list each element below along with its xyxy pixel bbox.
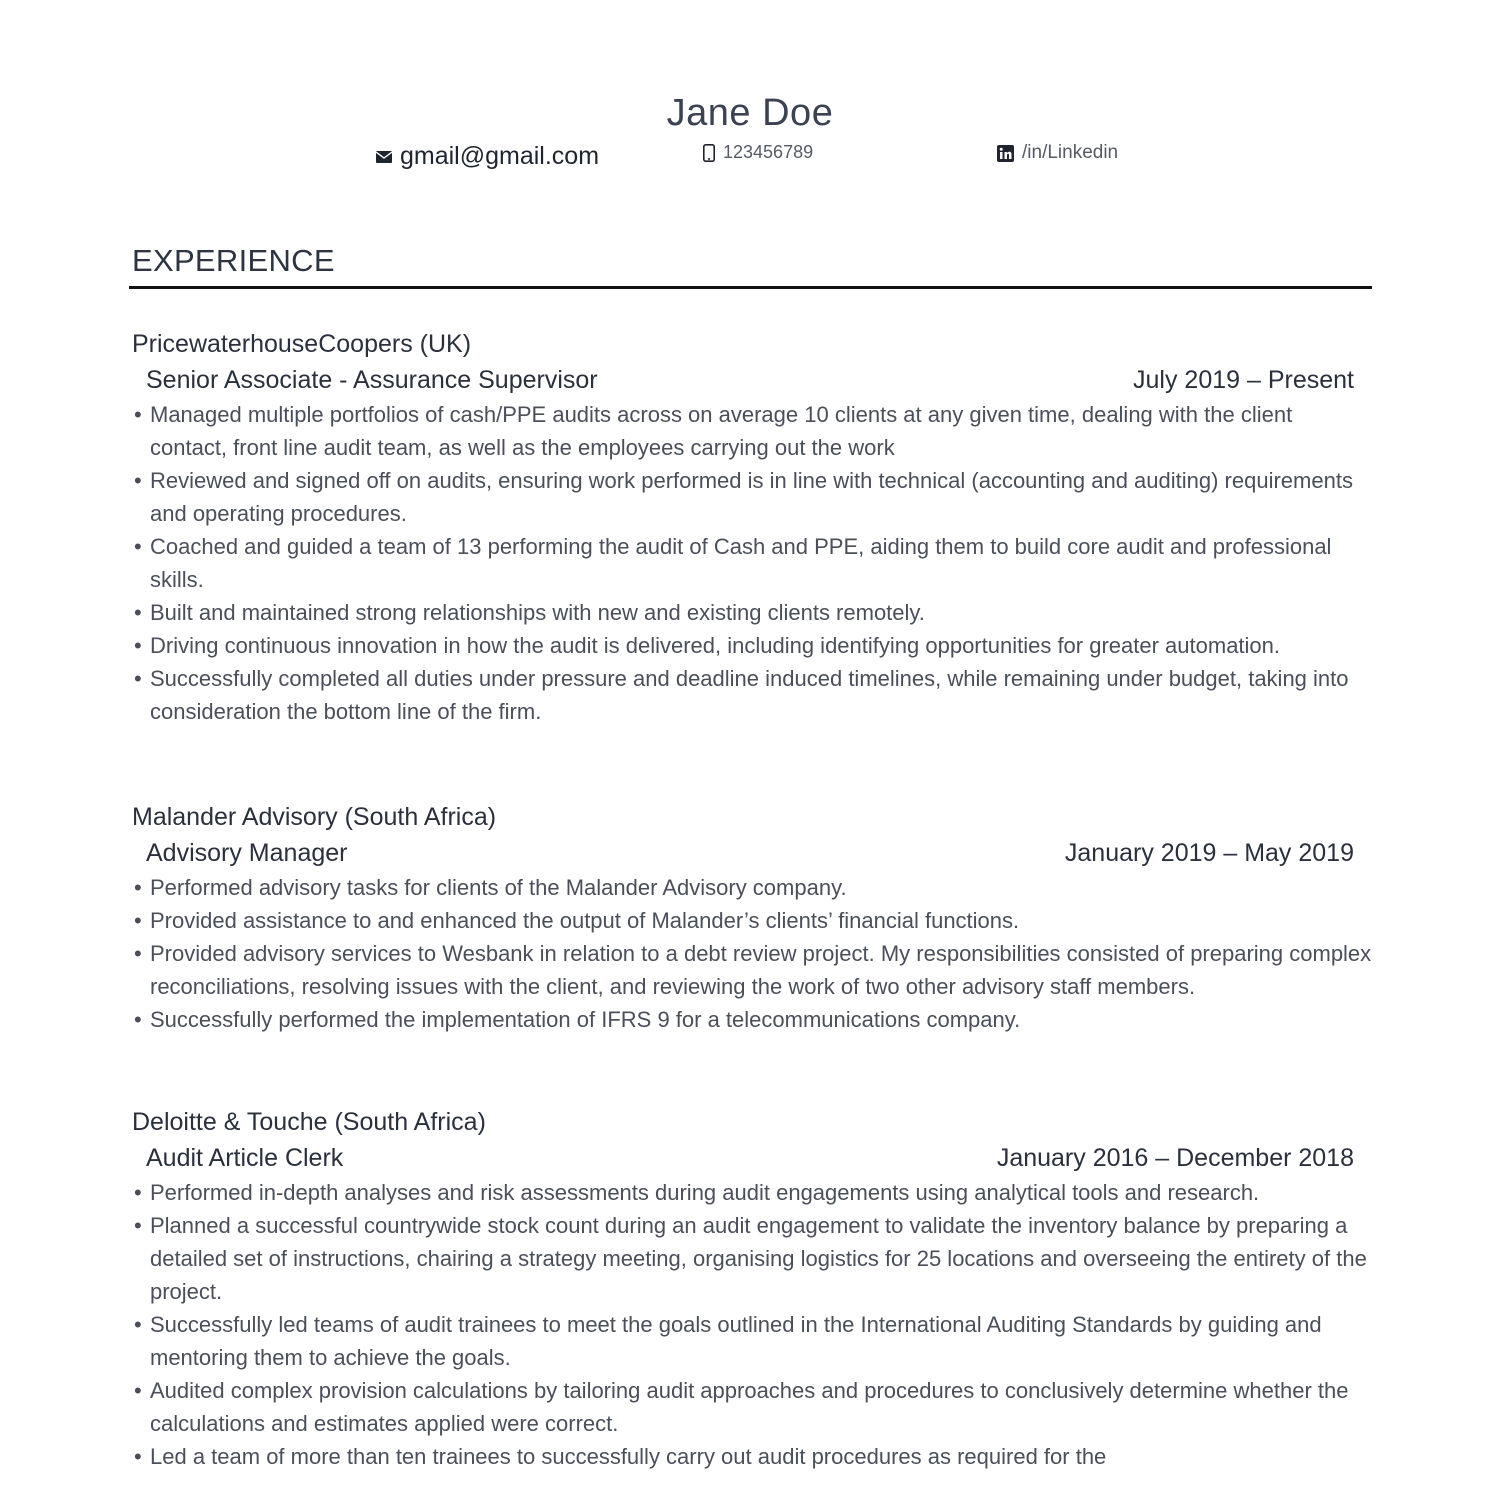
experience-heading: EXPERIENCE	[132, 243, 335, 278]
email-text[interactable]: gmail@gmail.com	[400, 142, 600, 170]
phone-text[interactable]: 123456789	[723, 142, 814, 162]
list-item: • Audited complex provision calculations by tailoring audit approaches and procedures to conclusively determine whether the calculations and estimates applied were correct.	[132, 1374, 1372, 1440]
job-title: Audit Article Clerk	[146, 1144, 344, 1172]
linkedin-text[interactable]: /in/Linkedin	[1022, 142, 1119, 163]
candidate-name: Jane Doe	[666, 92, 834, 134]
company-name: Deloitte & Touche (South Africa)	[132, 1108, 486, 1136]
job-dates: January 2019 – May 2019	[1064, 839, 1354, 867]
role-row	[132, 835, 1372, 871]
job-title: Advisory Manager	[146, 839, 348, 867]
list-item: • Managed multiple portfolios of cash/PPE audits across on average 10 clients at any given time, dealing with the client contact, front line audit team, as well as the employees carrying out the work	[132, 398, 1372, 464]
company-name: PricewaterhouseCoopers (UK)	[132, 330, 472, 358]
job-bullets	[132, 1176, 1372, 1473]
list-item: • Provided advisory services to Wesbank in relation to a debt review project. My responsibilities consisted of preparing complex reconciliations, resolving issues with the client, and reviewing the work of two other advisory staff members.	[132, 937, 1372, 1003]
job-title: Senior Associate - Assurance Supervisor	[146, 366, 598, 394]
list-item: • Performed in-depth analyses and risk assessments during audit engagements using analytical tools and research.	[132, 1176, 1372, 1209]
job-entry-malander	[132, 799, 1372, 1036]
list-item: • Reviewed and signed off on audits, ensuring work performed is in line with technical (accounting and auditing) requirements and operating procedures.	[132, 464, 1372, 530]
contact-linkedin[interactable]	[997, 142, 1118, 164]
contact-phone[interactable]	[703, 142, 813, 163]
job-dates: January 2016 – December 2018	[996, 1144, 1354, 1172]
mobile-phone-icon	[703, 144, 715, 162]
list-item: • Successfully completed all duties under pressure and deadline induced timelines, while remaining under budget, taking into consideration the bottom line of the firm.	[132, 662, 1372, 728]
job-bullets	[132, 398, 1372, 728]
role-row	[132, 362, 1372, 398]
list-item: • Built and maintained strong relationships with new and existing clients remotely.	[132, 596, 1372, 629]
company-name: Malander Advisory (South Africa)	[132, 803, 497, 831]
list-item: • Performed advisory tasks for clients of the Malander Advisory company.	[132, 871, 1372, 904]
section-divider	[129, 286, 1372, 289]
envelope-icon	[376, 151, 392, 163]
list-item: • Successfully led teams of audit trainees to meet the goals outlined in the International Auditing Standards by guiding and mentoring them to achieve the goals.	[132, 1308, 1372, 1374]
linkedin-icon	[997, 145, 1014, 162]
list-item: • Planned a successful countrywide stock count during an audit engagement to validate the inventory balance by preparing a detailed set of instructions, chairing a strategy meeting, organising logistics for 25 locations and overseeing the entirety of the project.	[132, 1209, 1372, 1308]
job-dates: July 2019 – Present	[1133, 366, 1354, 394]
list-item: • Driving continuous innovation in how the audit is delivered, including identifying opportunities for greater automation.	[132, 629, 1372, 662]
list-item: • Coached and guided a team of 13 performing the audit of Cash and PPE, aiding them to build core audit and professional skills.	[132, 530, 1372, 596]
job-entry-deloitte	[132, 1104, 1372, 1473]
contact-email[interactable]	[376, 142, 599, 171]
job-bullets	[132, 871, 1372, 1036]
list-item: • Successfully performed the implementation of IFRS 9 for a telecommunications company.	[132, 1003, 1372, 1036]
role-row	[132, 1140, 1372, 1176]
job-entry-pwc	[132, 326, 1372, 728]
list-item: • Led a team of more than ten trainees to successfully carry out audit procedures as required for the	[132, 1440, 1372, 1473]
list-item: • Provided assistance to and enhanced the output of Malander’s clients’ financial functions.	[132, 904, 1372, 937]
